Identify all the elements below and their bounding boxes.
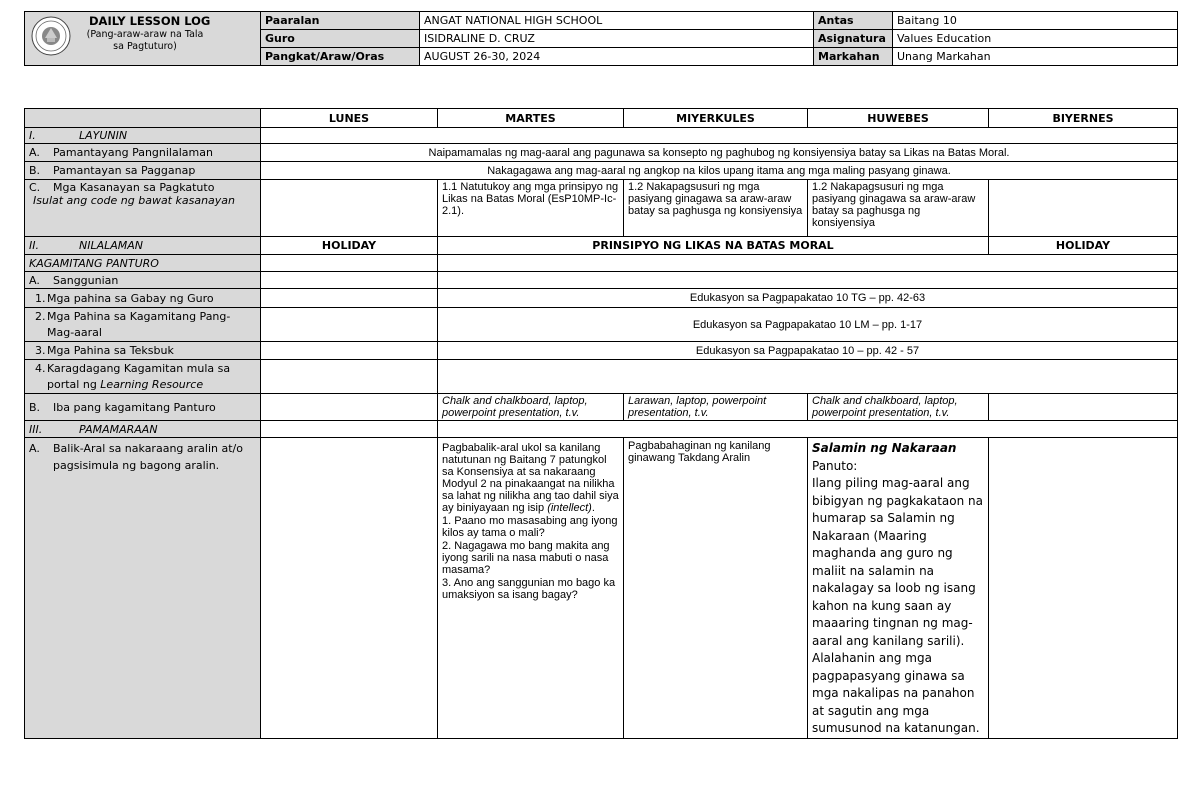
- huwebes-kagamitan-cell: Chalk and chalkboard, laptop, powerpoint presentation, t.v.: [808, 394, 989, 421]
- lunes-kagamitan-cell: [261, 394, 438, 421]
- section-number: II.: [29, 239, 39, 252]
- row-number: A.: [29, 442, 40, 455]
- section-number: I.: [29, 129, 36, 142]
- huwebes-activity-body: Ilang piling mag-aaral ang bibigyan ng pagkakataon na humarap sa Salamin ng Nakaraan (Maaring maghanda ang guro ng maliit na salamin na nakalagay sa loob ng isang kahon na kung saan ay maaaring tingnan ng mag-aaral ang kanilang sarili). Alalahanin ang mga pagpapasyang ginawa sa mga nakalipas na panahon at sagutin ang mga sumusunod na katanungan.: [812, 476, 983, 735]
- martes-intro-text: Pagbabalik-aral ukol sa kanilang natutunan ng Baitang 7 patungkol sa Konsensiya at sa nakaraang Modyul 2 na pinakaangat na nilikha sa lahat ng nilikha ang tao dahil siya ay biniyayaan ng isip: [442, 442, 619, 514]
- martes-intro: Pagbabalik-aral ukol sa kanilang natutunan ng Baitang 7 patungkol sa Konsensiya at sa nakaraang Modyul 2 na pinakaangat na nilikha sa lahat ng nilikha ang tao dahil siya ay biniyayaan ng isip (intellect).: [442, 442, 619, 514]
- biyernes-kagamitan-cell: [989, 394, 1178, 421]
- empty-cell: [438, 421, 1178, 438]
- section-pamamaraan: [25, 421, 261, 438]
- martes-question-1: 1. Paano mo masasabing ang iyong kilos ay tama o mali?: [442, 515, 618, 539]
- row-label-line2: Mag-aaral: [47, 325, 102, 339]
- miyerkules-kasanayan-cell: 1.2 Nakapagsusuri ng mga pasiyang ginagawa sa araw-araw batay sa paghusga ng konsiyensiya: [624, 180, 808, 237]
- asignatura-value: Values Education: [893, 30, 1178, 48]
- empty-cell: [261, 421, 438, 438]
- row-label-balik-aral: [25, 438, 261, 739]
- section-number: III.: [29, 422, 43, 436]
- miyerkules-kagamitan-cell: Larawan, laptop, powerpoint presentation, t.v.: [624, 394, 808, 421]
- biyernes-balik-aral-cell: [989, 438, 1178, 739]
- row-label: Sanggunian: [53, 273, 119, 287]
- row-label-line2: pagsisimula ng bagong aralin.: [53, 459, 220, 472]
- dll-subtitle: [85, 29, 205, 53]
- day-heading: HUWEBES: [808, 109, 989, 128]
- row-number: B.: [29, 164, 41, 177]
- gabay-ng-guro-text: Edukasyon sa Pagpapakatao 10 TG – pp. 42-63: [438, 289, 1178, 308]
- markahan-value: Unang Markahan: [893, 48, 1178, 66]
- markahan-label: Markahan: [814, 48, 893, 66]
- kasanayan-note: Isulat ang code ng bawat kasanayan: [33, 194, 236, 207]
- martes-balik-aral-cell: [438, 438, 624, 739]
- pamantayang-pangnilalaman-text: Naipamamalas ng mag-aaral ang pagunawa sa konsepto ng paghubog ng konsiyensiya batay sa Likas na Batas Moral.: [261, 144, 1178, 162]
- blank-corner-cell: [25, 109, 261, 128]
- row-label-line2a: portal ng: [47, 377, 101, 391]
- row-number: 4.: [35, 361, 46, 375]
- day-heading: MARTES: [438, 109, 624, 128]
- row-label-sanggunian: [25, 272, 261, 289]
- huwebes-balik-aral-cell: [808, 438, 989, 739]
- paaralan-label: Paaralan: [261, 12, 420, 30]
- empty-cell: [261, 342, 438, 360]
- row-label: Mga Pahina sa Teksbuk: [47, 344, 174, 357]
- antas-label: Antas: [814, 12, 893, 30]
- row-label: Mga Kasanayan sa Pagkatuto: [53, 181, 215, 194]
- section-label: PAMAMARAAN: [79, 422, 158, 436]
- pangkat-value: AUGUST 26-30, 2024: [420, 48, 814, 66]
- empty-cell: [261, 255, 438, 272]
- row-label-teksbuk: [25, 342, 261, 360]
- martes-kagamitan-cell: Chalk and chalkboard, laptop, powerpoint presentation, t.v.: [438, 394, 624, 421]
- row-label-iba-pang-kagamitan: [25, 394, 261, 421]
- asignatura-label: Asignatura: [814, 30, 893, 48]
- section-nilalaman: [25, 237, 261, 255]
- section-label: NILALAMAN: [79, 239, 144, 252]
- lunes-holiday: HOLIDAY: [261, 237, 438, 255]
- empty-cell: [438, 272, 1178, 289]
- row-label: Mga pahina sa Gabay ng Guro: [47, 291, 214, 305]
- huwebes-kasanayan-cell: 1.2 Nakapagsusuri ng mga pasiyang ginagawa sa araw-araw batay sa paghusga ng konsiyensiya: [808, 180, 989, 237]
- lunes-kasanayan-cell: [261, 180, 438, 237]
- martes-intellect: (intellect): [547, 502, 592, 514]
- antas-value: Baitang 10: [893, 12, 1178, 30]
- martes-kasanayan-cell: 1.1 Natutukoy ang mga prinsipyo ng Likas na Batas Moral (EsP10MP-Ic-2.1).: [438, 180, 624, 237]
- miyerkules-balik-aral-cell: Pagbabahaginan ng kanilang ginawang Takdang Aralin: [624, 438, 808, 739]
- guro-label: Guro: [261, 30, 420, 48]
- header-table: [24, 11, 1178, 66]
- biyernes-kasanayan-cell: [989, 180, 1178, 237]
- row-label-kasanayan: [25, 180, 261, 237]
- day-heading: BIYERNES: [989, 109, 1178, 128]
- row-number: C.: [29, 181, 41, 194]
- empty-cell: [261, 128, 1178, 144]
- row-label-pamantayan-sa-pagganap: [25, 162, 261, 180]
- dll-subtitle-line2: sa Pagtuturo): [113, 41, 177, 52]
- lunes-balik-aral-cell: [261, 438, 438, 739]
- nilalaman-topic: PRINSIPYO NG LIKAS NA BATAS MORAL: [438, 237, 989, 255]
- day-heading: MIYERKULES: [624, 109, 808, 128]
- row-label-line1: Balik-Aral sa nakaraang aralin at/o: [53, 442, 243, 455]
- row-label-pamantayang-pangnilalaman: [25, 144, 261, 162]
- empty-cell: [261, 360, 438, 394]
- row-label-line1: Karagdagang Kagamitan mula sa: [47, 361, 231, 375]
- huwebes-panuto: Panuto:: [812, 458, 858, 473]
- row-label-kagamitang-pang-mag-aaral: [25, 308, 261, 342]
- section-layunin: [25, 128, 261, 144]
- dll-subtitle-line1: (Pang-araw-araw na Tala: [86, 29, 204, 40]
- section-label: LAYUNIN: [79, 129, 128, 142]
- huwebes-activity-title: Salamin ng Nakaraan: [812, 441, 957, 455]
- deped-seal-icon: [31, 16, 71, 56]
- section-kagamitang-panturo: KAGAMITANG PANTURO: [25, 255, 261, 272]
- row-number: 2.: [35, 309, 46, 323]
- row-label: Pamantayan sa Pagganap: [53, 164, 196, 177]
- kagamitang-pang-mag-aaral-text: Edukasyon sa Pagpapakatao 10 LM – pp. 1-17: [438, 308, 1178, 342]
- row-label-line2b: Learning Resource: [100, 377, 204, 391]
- row-label-line1: Mga Pahina sa Kagamitang Pang-: [47, 309, 231, 323]
- empty-cell: [438, 255, 1178, 272]
- row-number: 1.: [35, 291, 46, 305]
- empty-cell: [261, 272, 438, 289]
- dll-title: DAILY LESSON LOG: [89, 14, 211, 28]
- row-number: A.: [29, 273, 40, 287]
- row-number: B.: [29, 400, 41, 414]
- paaralan-value: ANGAT NATIONAL HIGH SCHOOL: [420, 12, 814, 30]
- martes-question-2: 2. Nagagawa mo bang makita ang iyong sarili na nasa mabuti o nasa masama?: [442, 540, 610, 576]
- pamantayan-sa-pagganap-text: Nakagagawa ang mag-aaral ng angkop na kilos upang itama ang mga maling pasyang ginawa.: [261, 162, 1178, 180]
- row-label-gabay-ng-guro: [25, 289, 261, 308]
- row-label-karagdagang-kagamitan: [25, 360, 261, 394]
- empty-cell: [261, 289, 438, 308]
- row-number: A.: [29, 146, 40, 159]
- header-logo-cell: [25, 12, 261, 66]
- biyernes-holiday: HOLIDAY: [989, 237, 1178, 255]
- row-label: Pamantayang Pangnilalaman: [53, 146, 213, 159]
- martes-question-3: 3. Ano ang sanggunian mo bago ka umaksiyon sa isang bagay?: [442, 577, 616, 601]
- row-number: 3.: [35, 344, 46, 357]
- pangkat-label: Pangkat/Araw/Oras: [261, 48, 420, 66]
- row-label: Iba pang kagamitang Panturo: [53, 400, 216, 414]
- day-heading: LUNES: [261, 109, 438, 128]
- guro-value: ISIDRALINE D. CRUZ: [420, 30, 814, 48]
- lesson-log-table: [24, 108, 1178, 739]
- empty-cell: [438, 360, 1178, 394]
- empty-cell: [261, 308, 438, 342]
- teksbuk-text: Edukasyon sa Pagpapakatao 10 – pp. 42 - 57: [438, 342, 1178, 360]
